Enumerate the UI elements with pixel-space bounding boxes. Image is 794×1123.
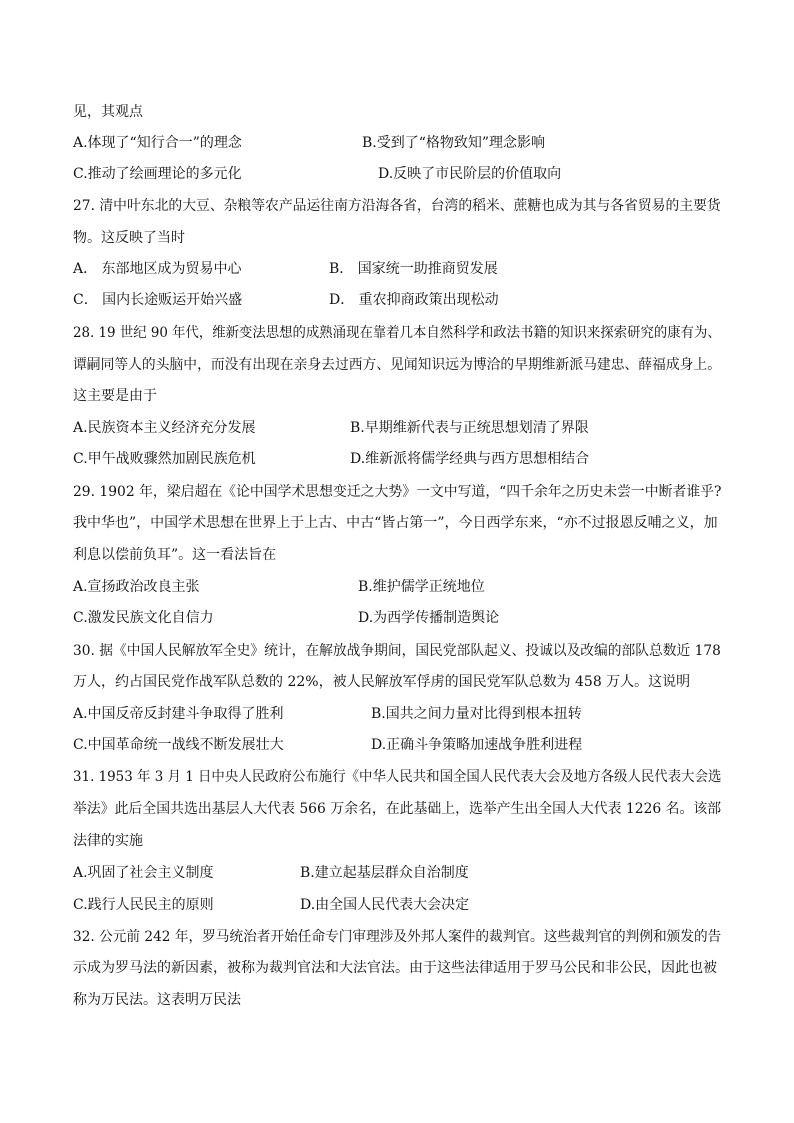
q28-option-b: B.早期维新代表与正统思想划清了界限 <box>350 420 589 436</box>
q29-option-a: A.宣扬政治改良主张 <box>73 579 200 595</box>
q28-option-c: C.甲午战败骤然加剧民族危机 <box>73 451 256 467</box>
q27-stem-line-1: 27. 清中叶东北的大豆、杂粮等农产品运往南方沿海各省，台湾的稻米、蔗糖也成为其与各省贸易的主要货 <box>73 198 721 214</box>
q27-option-b: B． 国家统一助推商贸发展 <box>329 261 498 277</box>
q30-stem-line-1: 30. 据《中国人民解放军全史》统计，在解放战争期间，国民党部队起义、投诚以及改编的部队总数近 178 <box>73 643 721 659</box>
q32-stem-line-2: 示成为罗马法的新因素，被称为裁判官法和大法官法。由于这些法律适用于罗马公民和非公民，因此也被 <box>73 960 717 976</box>
q30-option-b: B.国共之间力量对比得到根本扭转 <box>371 706 582 722</box>
q31-option-d: D.由全国人民代表大会决定 <box>300 897 470 913</box>
q26-option-d: D.反映了市民阶层的价值取向 <box>378 166 562 182</box>
q31-stem-line-3: 法律的实施 <box>73 833 143 849</box>
q27-option-c: C． 国内长途贩运开始兴盛 <box>73 292 243 308</box>
q28-stem-line-1: 28. 19 世纪 90 年代，维新变法思想的成熟涌现在靠着几本自然科学和政法书籍的知识来探索研究的康有为、 <box>73 325 721 341</box>
q29-option-b: B.维护儒学正统地位 <box>358 579 485 595</box>
intro-line: 见，其观点 <box>73 104 143 120</box>
q26-option-c: C.推动了绘画理论的多元化 <box>73 166 242 182</box>
q26-option-a: A.体现了“知行合一”的理念 <box>73 135 242 151</box>
q28-option-a: A.民族资本主义经济充分发展 <box>73 420 256 436</box>
q26-option-b: B.受到了“格物致知”理念影响 <box>362 135 546 151</box>
q30-option-a: A.中国反帝反封建斗争取得了胜利 <box>73 706 284 722</box>
q31-option-b: B.建立起基层群众自治制度 <box>300 865 469 881</box>
q31-stem-line-1: 31. 1953 年 3 月 1 日中央人民政府公布施行《中华人民共和国全国人民代表大会及地方各级人民代表大会选 <box>73 769 722 785</box>
q31-stem-line-2: 举法》此后全国共选出基层人大代表 566 万余名，在此基础上，选举产生出全国人大代表 1226 名。该部 <box>73 801 722 817</box>
q29-option-c: C.激发民族文化自信力 <box>73 610 214 626</box>
q28-stem-line-3: 这主要是由于 <box>73 388 157 404</box>
q27-option-a: A． 东部地区成为贸易中心 <box>73 261 242 277</box>
q32-stem-line-1: 32. 公元前 242 年，罗马统治者开始任命专门审理涉及外邦人案件的裁判官。这些裁判官的判例和颁发的告 <box>73 929 722 945</box>
q27-stem-line-2: 物。这反映了当时 <box>73 230 185 246</box>
q27-option-d: D． 重农抑商政策出现松动 <box>329 292 499 308</box>
q30-stem-line-2: 万人，约占国民党作战军队总数的 22%，被人民解放军俘虏的国民党军队总数为 458 万人。这说明 <box>73 674 691 690</box>
q28-option-d: D.维新派将儒学经典与西方思想相结合 <box>350 451 590 467</box>
q31-option-c: C.践行人民民主的原则 <box>73 897 214 913</box>
q32-stem-line-3: 称为万民法。这表明万民法 <box>73 992 241 1008</box>
q29-stem-line-3: 利息以偿前负耳”。这一看法旨在 <box>73 547 277 563</box>
q29-option-d: D.为西学传播制造舆论 <box>358 610 500 626</box>
q30-option-d: D.正确斗争策略加速战争胜利进程 <box>371 737 583 753</box>
q29-stem-line-1: 29. 1902 年，梁启超在《论中国学术思想变迁之大势》一文中写道，“四千余年之历史未尝一中断者谁乎? <box>73 484 722 500</box>
q30-option-c: C.中国革命统一战线不断发展壮大 <box>73 737 284 753</box>
q28-stem-line-2: 谭嗣同等人的头脑中，而没有出现在亲身去过西方、见闻知识远为博洽的早期维新派马建忠、薛福成身上。 <box>73 357 721 373</box>
q31-option-a: A.巩固了社会主义制度 <box>73 865 214 881</box>
q29-stem-line-2: 我中华也”，中国学术思想在世界上于上古、中古“皆占第一”，今日西学东来，“亦不过报恩反哺之义，加 <box>73 515 718 531</box>
